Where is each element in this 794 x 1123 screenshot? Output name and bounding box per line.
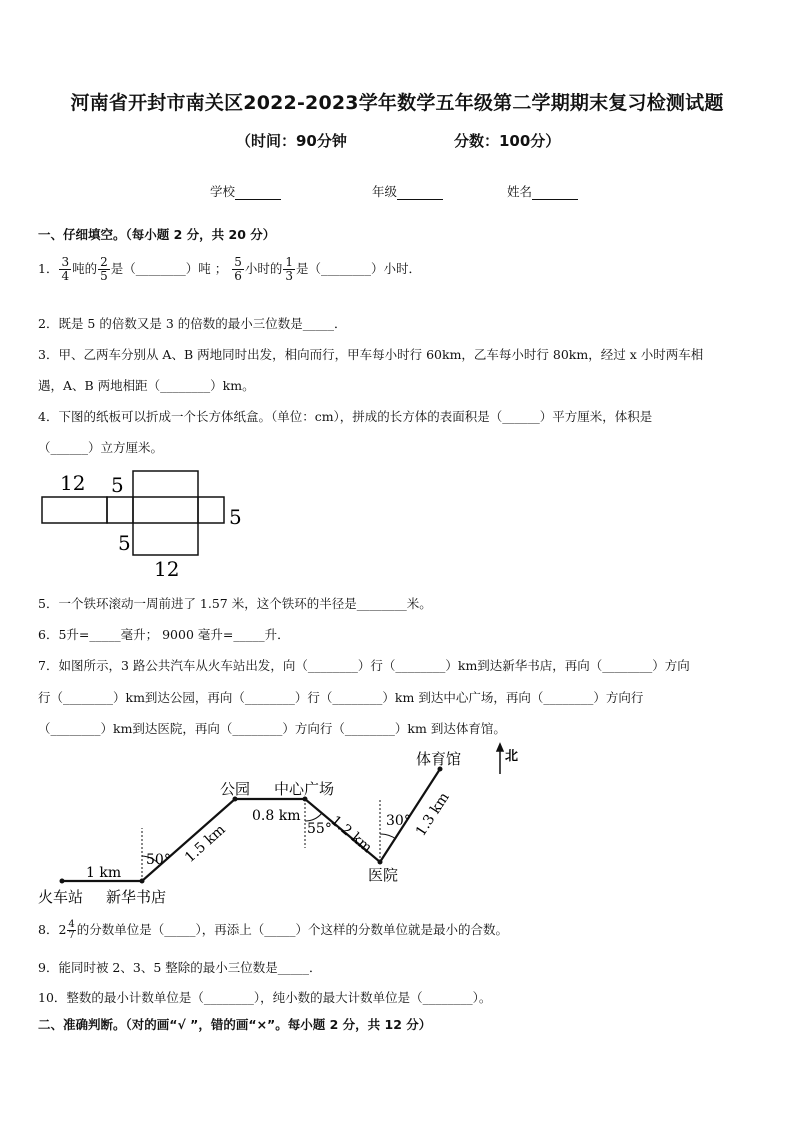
angle-arc-30 — [380, 834, 396, 839]
fraction-2-5: $\frac{2}{5}$ — [100, 255, 108, 284]
net-label-top-12: 12 — [60, 471, 86, 495]
question-5: 5．一个铁环滚动一周前进了 1.57 米，这个铁环的半径是________米。 — [38, 596, 432, 611]
question-8 — [38, 920, 508, 941]
center-square-label: 中心广场 — [274, 780, 335, 798]
distance-1-5-label: 1.5 km — [181, 821, 229, 866]
net-right-face — [198, 497, 224, 523]
q8-prefix: 8．2 — [38, 922, 67, 937]
station-point — [60, 879, 65, 884]
q1-text-3: 小时的 — [244, 261, 283, 277]
name-field — [507, 182, 578, 200]
name-blank — [532, 185, 578, 200]
question-7-line-2: 行（________）km到达公园，再向（________）行（________）km 到达中心广场，再向（________）方向行 — [38, 690, 644, 705]
bus-route-map — [30, 738, 530, 910]
park-label: 公园 — [220, 780, 251, 798]
net-left-face — [42, 497, 107, 523]
question-2: 2．既是 5 的倍数又是 3 的倍数的最小三位数是_____． — [38, 316, 347, 331]
name-label: 姓名 — [507, 184, 533, 199]
gym-label: 体育馆 — [416, 750, 462, 768]
fraction-1-3: $\frac{1}{3}$ — [285, 255, 294, 284]
question-9: 9．能同时被 2、3、5 整除的最小三位数是_____． — [38, 960, 322, 975]
section-2-heading: 二、准确判断。（对的画“√ ”，错的画“×”。每小题 2 分，共 12 分） — [38, 1017, 432, 1032]
school-field — [210, 182, 281, 200]
bookstore-label: 新华书店 — [106, 888, 167, 906]
net-label-bottom-5: 5 — [118, 531, 131, 555]
question-3-line-2: 遇，A、B 两地相距（________）km。 — [38, 378, 255, 393]
angle-55-label: 55° — [307, 821, 332, 837]
net-label-right-5: 5 — [229, 505, 242, 529]
school-blank — [235, 185, 281, 200]
box-net-figure — [36, 466, 256, 584]
distance-0-8-label: 0.8 km — [252, 808, 301, 824]
question-7-line-3: （________）km到达医院，再向（________）方向行（________）km 到达体育馆。 — [38, 721, 506, 736]
question-10: 10．整数的最小计数单位是（________），纯小数的最大计数单位是（________）。 — [38, 990, 492, 1005]
net-center-faces — [133, 471, 198, 555]
distance-1-label: 1 km — [86, 865, 122, 881]
net-label-bottom-12: 12 — [154, 557, 180, 581]
distance-1-2-label: 1.2 km — [327, 812, 375, 857]
section-1-heading: 一、仔细填空。（每小题 2 分，共 20 分） — [38, 227, 276, 242]
question-4-line-2: （______）立方厘米。 — [38, 440, 164, 455]
hospital-label: 医院 — [368, 866, 399, 884]
net-side-face — [107, 497, 133, 523]
net-label-top-5: 5 — [111, 473, 124, 497]
exam-score: 分数：100分） — [454, 132, 561, 150]
fraction-4-7: $\frac{4}{7}$ — [68, 919, 75, 941]
north-label: 北 — [505, 749, 519, 764]
angle-arc-55 — [305, 813, 322, 821]
station-label: 火车站 — [38, 888, 84, 906]
angle-30-label: 30° — [386, 813, 411, 829]
fraction-5-6: $\frac{5}{6}$ — [234, 255, 242, 284]
q1-text-4: 是（________）小时． — [296, 261, 422, 277]
grade-field — [372, 182, 443, 200]
grade-blank — [397, 185, 443, 200]
exam-title: 河南省开封市南关区2022-2023学年数学五年级第二学期期末复习检测试题 — [70, 92, 724, 114]
angle-50-label: 50° — [146, 852, 171, 868]
question-1 — [38, 256, 421, 283]
question-6: 6．5升=_____毫升； 9000 毫升=_____升． — [38, 627, 290, 642]
grade-label: 年级 — [372, 184, 398, 199]
school-label: 学校 — [210, 184, 236, 199]
question-3-line-1: 3．甲、乙两车分别从 A、B 两地同时出发，相向而行，甲车每小时行 60km，乙车每小时行 80km，经过 x 小时两车相 — [38, 347, 704, 362]
question-7-line-1: 7．如图所示，3 路公共汽车从火车站出发，向（________）行（________）km到达新华书店，再向（________）方向 — [38, 658, 690, 673]
distance-1-3-label: 1.3 km — [412, 789, 453, 840]
question-4-line-1: 4．下图的纸板可以折成一个长方体纸盒。（单位：cm），拼成的长方体的表面积是（______）平方厘米，体积是 — [38, 409, 653, 424]
q1-text-1: 吨的 — [72, 261, 98, 277]
q1-number: 1． — [38, 261, 59, 277]
q1-text-2: 是（________）吨 ； — [110, 261, 228, 277]
q8-text: 的分数单位是（_____），再添上（_____）个这样的分数单位就是最小的合数。 — [76, 922, 509, 937]
exam-time: （时间：90分钟 — [236, 132, 347, 150]
fraction-3-4: $\frac{3}{4}$ — [61, 255, 70, 284]
